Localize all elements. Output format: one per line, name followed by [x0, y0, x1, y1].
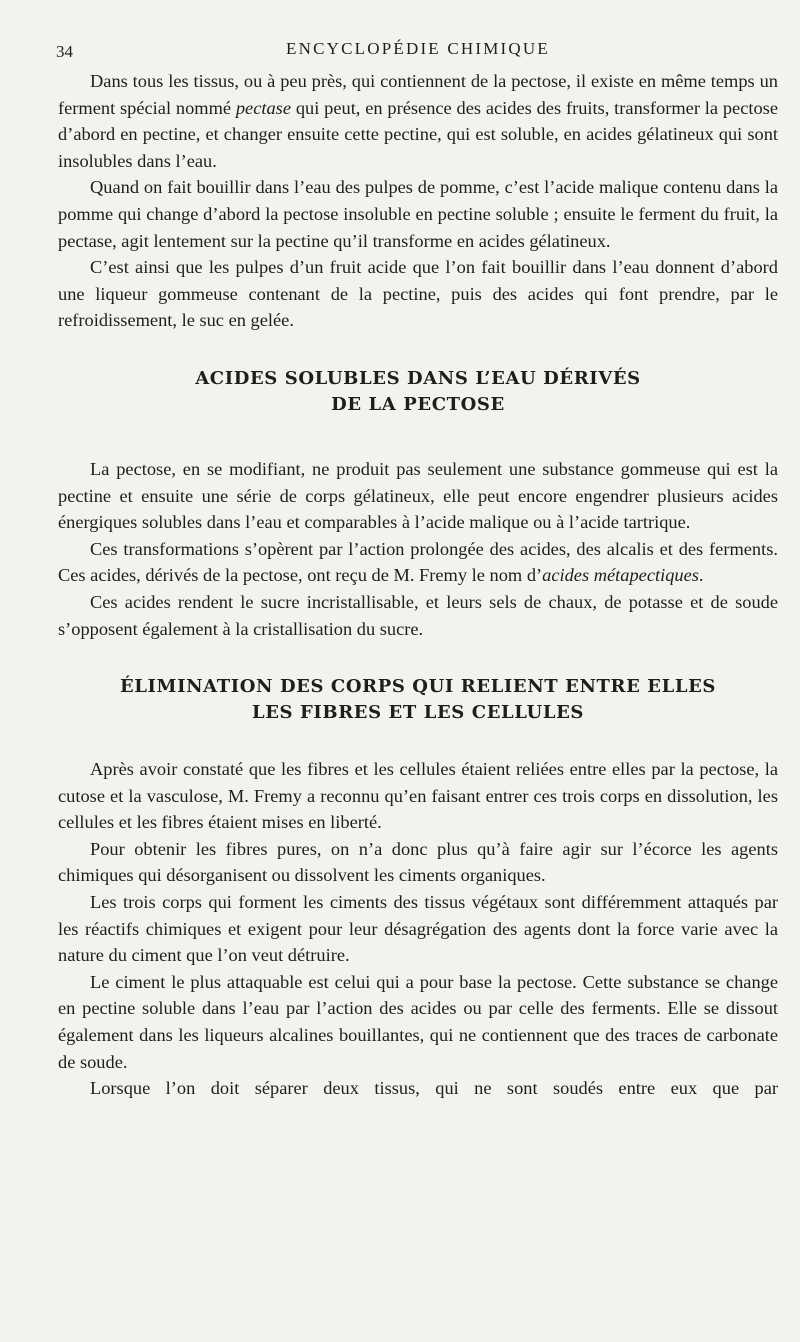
paragraph-pectase-text-1: Dans tous les tissus, ou à peu près, qui contiennent de la pectose, il existe en même temps un ferment spécial nommé: [58, 71, 778, 118]
section-heading-line: LES FIBRES ET LES CELLULES: [251, 702, 585, 724]
running-header: [58, 34, 778, 68]
section-soluble-acids: [58, 456, 778, 642]
paragraph-three-cements: Les trois corps qui forment les ciments des tissus végétaux sont différemment attaqués par les réactifs chimiques et exigent pour leur désagrégation des agents dont la force varie avec la nature du ciment que l’on veut détruire.: [58, 892, 778, 966]
paragraph-pectase: [58, 68, 778, 174]
section-elimination: [58, 756, 778, 1102]
section-heading-soluble-acids: [58, 366, 778, 418]
intro-text: [58, 68, 778, 334]
paragraph-apple-pulp: Quand on fait bouillir dans l’eau des pulpes de pomme, c’est l’acide malique contenu dans la pomme qui change d’abord la pectose insoluble en pectine soluble ; ensuite le ferment du fruit, la pectase, agit lentement sur la pectine qu’il transforme en acides gélatineux.: [58, 177, 778, 251]
paragraph-fremy-finding: Après avoir constaté que les fibres et les cellules étaient reliées entre elles par la pectose, la cutose et la vasculose, M. Fremy a reconnu qu’en faisant entrer ces trois corps en dissolution, les cellules et les fibres étaient mises en liberté.: [58, 759, 778, 833]
paragraph-pectose-cement: Le ciment le plus attaquable est celui qui a pour base la pectose. Cette substance se change en pectine soluble dans l’eau par l’action des acides ou par celle des ferments. Elle se dissout également dans les liqueurs alcalines bouillantes, qui ne contiennent que des traces de carbonate de soude.: [58, 971, 778, 1072]
paragraph-pectose-modification: La pectose, en se modifiant, ne produit pas seulement une substance gommeuse qui est la pectine et ensuite une série de corps gélatineux, elle peut encore engendrer plusieurs acides énergiques solubles dans l’eau et comparables à l’acide malique ou à l’acide tartrique.: [58, 458, 778, 533]
paragraph-separating-tissues: Lorsque l’on doit séparer deux tissus, qui ne sont soudés entre eux que par: [90, 1078, 778, 1099]
running-title: ENCYCLOPÉDIE CHIMIQUE: [286, 39, 550, 58]
paragraph-jelly: C’est ainsi que les pulpes d’un fruit acide que l’on fait bouillir dans l’eau donnent d’abord une liqueur gommeuse contenant de la pectine, puis des acides qui font prendre, par le refroidissement, le suc en gelée.: [58, 257, 778, 331]
paragraph-transformations-text-1: Ces transformations s’opèrent par l’action prolongée des acides, des alcalis et des ferments. Ces acides, dérivés de la pectose, ont reçu de M. Fremy le nom d’: [58, 538, 778, 586]
term-metapectic-acids: acides métapectiques: [542, 565, 699, 586]
section-heading-elimination: [58, 674, 778, 726]
paragraph-transformations: [58, 536, 778, 589]
section-heading-line: DE LA PECTOSE: [331, 393, 505, 415]
paragraph-sugar: Ces acides rendent le sucre incristallisable, et leurs sels de chaux, de potasse et de soude s’opposent également à la cristallisation du sucre.: [58, 591, 778, 639]
paragraph-pure-fibres: Pour obtenir les fibres pures, on n’a donc plus qu’à faire agir sur l’écorce les agents chimiques qui désorganisent ou dissolvent les ciments organiques.: [58, 838, 778, 886]
paragraph-pectase-text-2: qui peut, en présence des acides des fruits, transformer la pectose d’abord en pectine, et changer ensuite cette pectine, qui est soluble, en acides gélatineux qui sont insolubles dans l’eau.: [58, 97, 778, 171]
paragraph-transformations-text-2: .: [698, 565, 704, 586]
term-pectase: pectase: [235, 97, 292, 118]
section-heading-line: ACIDES SOLUBLES DANS L’EAU DÉRIVÉS: [195, 367, 641, 389]
page-number: 34: [56, 42, 73, 61]
section-heading-line: ÉLIMINATION DES CORPS QUI RELIENT ENTRE ELLES: [119, 676, 717, 698]
